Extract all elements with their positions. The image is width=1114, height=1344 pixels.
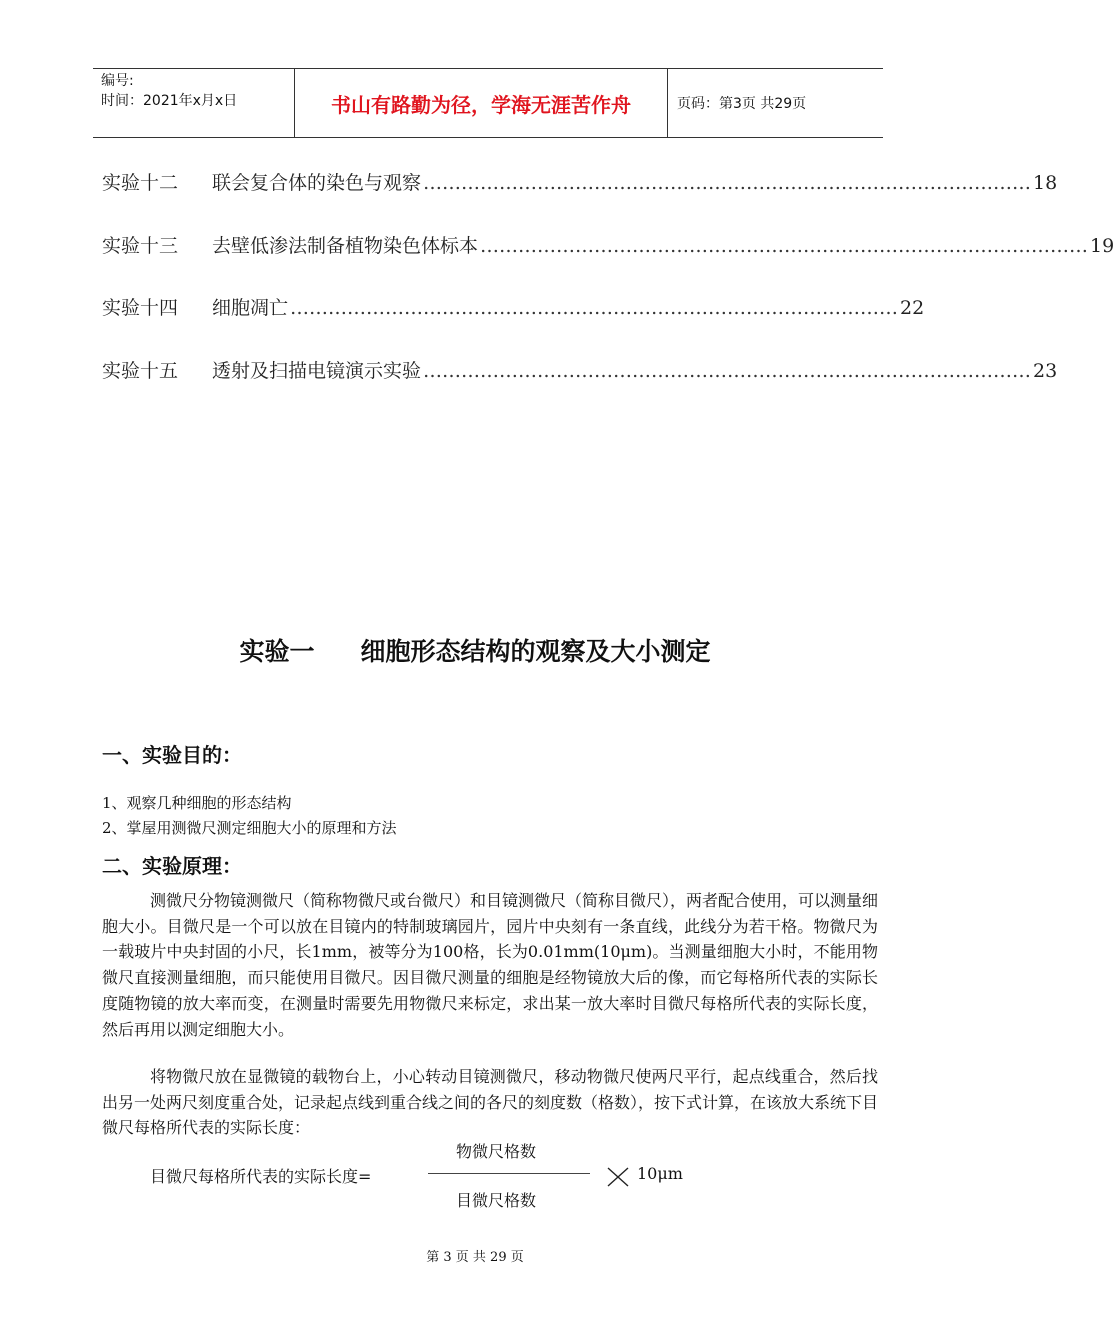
toc-entry-number: 实验十二	[102, 172, 179, 194]
page-header	[93, 68, 883, 138]
toc-entry-page: 23	[1033, 359, 1058, 382]
toc-entry[interactable]	[102, 356, 1058, 419]
section-heading-purpose: 一、实验目的：	[102, 743, 242, 767]
number-label: 编号:	[101, 73, 134, 89]
list-item: 2、掌屋用测微尺测定细胞大小的原理和方法	[102, 819, 397, 837]
chapter-title	[0, 632, 950, 668]
paragraph: 测微尺分物镜测微尺（简称物微尺或台微尺）和目镜测微尺（简称目微尺），两者配合使用，可以测量细胞大小。目微尺是一个可以放在目镜内的特制玻璃园片，园片中央刻有一条直线，此线分为若干格。物微尺为一载玻片中央封固的小尺，长1mm，被等分为100格，长为0.01mm(10μm)。当测量细胞大小时，不能用物微尺直接测量细胞，而只能使用目微尺。因目微尺测量的细胞是经物镜放大后的像，而它每格所代表的实际长度随物镜的放大率而变，在测量时需要先用物微尺来标定，求出某一放大率时目微尺每格所代表的实际长度，然后再用以测定细胞大小。	[102, 891, 879, 1039]
formula-denominator: 目微尺格数	[456, 1191, 537, 1210]
header-meta	[101, 71, 291, 111]
toc-entry[interactable]	[102, 168, 1058, 231]
fraction-bar	[428, 1173, 590, 1174]
toc-entry-title: 去壁低渗法制备植物染色体标本	[212, 234, 479, 257]
toc-entry-number: 实验十四	[102, 297, 179, 319]
chapter-number: 实验一	[239, 637, 315, 666]
toc-entry-title: 细胞凋亡	[212, 297, 289, 319]
toc-entry-page: 18	[1033, 172, 1058, 194]
formula-label: 目微尺每格所代表的实际长度=	[150, 1167, 372, 1186]
toc-entry-number: 实验十五	[102, 359, 179, 382]
toc-entry-page: 19	[1090, 234, 1114, 257]
toc-entry-title: 联会复合体的染色与观察	[212, 172, 422, 194]
toc-entry-title: 透射及扫描电镜演示实验	[212, 359, 422, 382]
page-footer: 第 3 页 共 29 页	[426, 1250, 524, 1265]
header-page-label: 页码：第3页 共29页	[677, 96, 807, 112]
toc-leader-dots: ……………………………………………………………………………………	[480, 234, 1089, 257]
section-heading-principle: 二、实验原理：	[102, 854, 242, 878]
time-label: 时间：2021年x月x日	[101, 93, 238, 109]
table-of-contents	[102, 168, 1114, 418]
header-divider	[667, 69, 668, 137]
list-item: 1、观察几种细胞的形态结构	[102, 794, 292, 812]
toc-leader-dots: ……………………………………………………………………………………	[290, 297, 899, 319]
multiply-sign-icon	[606, 1166, 630, 1188]
toc-entry-number: 实验十三	[102, 234, 179, 257]
paragraph: 将物微尺放在显微镜的载物台上，小心转动目镜测微尺，移动物微尺使两尺平行，起点线重合，然后找出另一处两尺刻度重合处，记录起点线到重合线之间的各尺的刻度数（格数），按下式计算，在该放大系统下目微尺每格所代表的实际长度：	[102, 1067, 879, 1138]
formula-multiplier: 10μm	[637, 1164, 683, 1183]
toc-leader-dots: ……………………………………………………………………………………	[423, 172, 1032, 194]
header-motto: 书山有路勤为径，学海无涯苦作舟	[331, 93, 631, 117]
toc-entry[interactable]	[102, 231, 1114, 294]
chapter-name: 细胞形态结构的观察及大小测定	[360, 637, 711, 666]
toc-leader-dots: ……………………………………………………………………………………	[423, 359, 1032, 382]
toc-entry[interactable]	[102, 293, 925, 356]
formula-numerator: 物微尺格数	[456, 1142, 537, 1161]
toc-entry-page: 22	[900, 297, 925, 319]
